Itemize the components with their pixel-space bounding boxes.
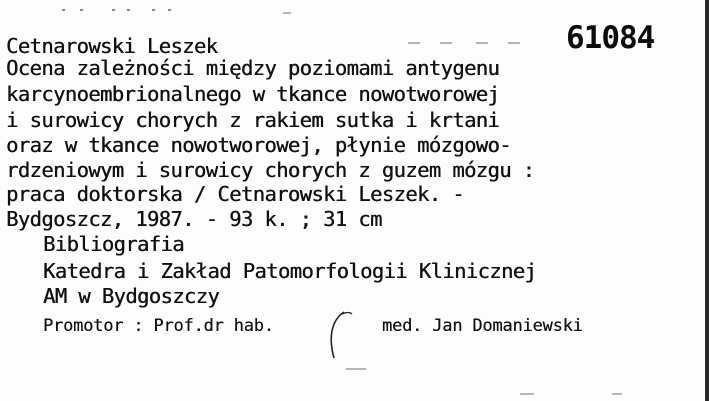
title-line-5: rdzeniowym i surowicy chorych z guzem mózgu :: [6, 158, 535, 182]
title-line-3: i surowicy chorych z rakiem sutka i krtani: [6, 108, 500, 132]
card-edge: [705, 0, 709, 401]
scan-dash: [408, 42, 420, 44]
scan-dash: [520, 393, 534, 395]
supervisor-label: Promotor : Prof.dr hab.: [43, 316, 274, 336]
scan-dash: [440, 42, 452, 44]
author-heading: Cetnarowski Leszek: [6, 34, 218, 58]
accession-number: 61084: [566, 20, 655, 56]
title-line-6: praca doktorska / Cetnarowski Leszek. -: [6, 182, 464, 206]
institution-line-1: Katedra i Zakład Patomorfologii Klinicznej: [43, 259, 537, 283]
supervisor-name: med. Jan Domaniewski: [382, 316, 583, 336]
scan-dash: [612, 393, 622, 395]
title-line-2: karcynoembrionalnego w tkance nowotworowej: [6, 82, 500, 106]
scan-speck: [62, 9, 65, 11]
institution-line-2: AM w Bydgoszczy: [43, 284, 220, 308]
scan-dash: [283, 12, 291, 14]
title-line-1: Ocena zależności między poziomami antygenu: [6, 56, 500, 80]
pen-stroke: [322, 306, 362, 366]
scan-speck: [80, 9, 83, 11]
scan-speck: [168, 9, 171, 11]
scan-dash: [476, 42, 488, 44]
title-line-4: oraz w tkance nowotworowej, płynie mózgowo-: [6, 133, 511, 157]
scan-dash: [346, 368, 366, 370]
bibliography-note: Bibliografia: [43, 232, 184, 256]
imprint-line: Bydgoszcz, 1987. - 93 k. ; 31 cm: [6, 207, 382, 231]
scan-speck: [127, 9, 130, 11]
scan-speck: [112, 9, 115, 11]
scan-speck: [152, 9, 155, 11]
scan-dash: [508, 42, 520, 44]
